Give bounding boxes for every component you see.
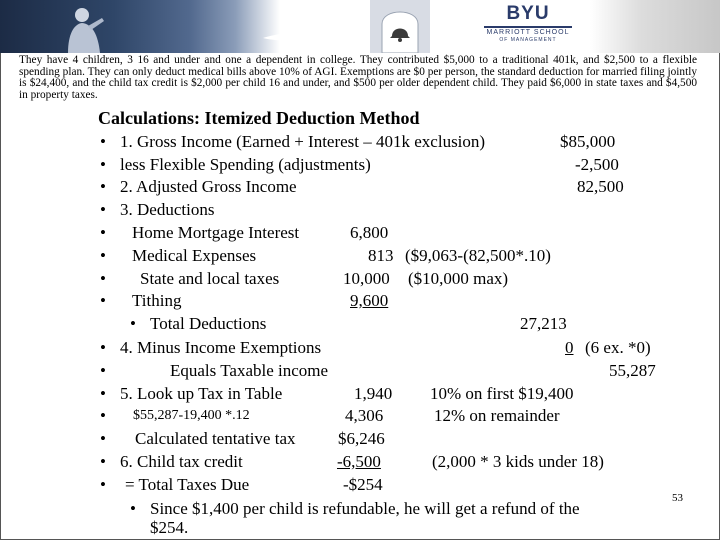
scenario-paragraph: They have 4 children, 3 16 and under and one a dependent in college. They contributed $5,000 to a traditional 401k, and $2,500 to a flexible spending plan. They can only deduct medical bills above 10% of AGI. Exemptions are $0 per person, the standard deduction for married filing jointly is $24,400, and the child tax credit is $2,000 per child 16 and under, and $500 per older dependent child. They paid $6,000 in state taxes and $4,500 in property taxes. — [19, 54, 697, 101]
line-label: 6. Child tax credit — [120, 452, 243, 471]
bullet: • — [100, 269, 106, 288]
line-note: ($10,000 max) — [408, 269, 509, 288]
line-value: 82,500 — [577, 177, 624, 196]
byu-logo — [478, 3, 578, 49]
line-label: Home Mortgage Interest — [132, 223, 300, 242]
line-label: less Flexible Spending (adjustments) — [120, 155, 371, 174]
line-label: 4. Minus Income Exemptions — [120, 338, 322, 357]
bullet: • — [100, 223, 106, 242]
line-label: Total Deductions — [150, 314, 267, 333]
refund-note-text: Since $1,400 per child is refundable, he will get a refund of the — [150, 499, 580, 518]
page-number: 53 — [672, 492, 683, 504]
line-label: Medical Expenses — [132, 246, 257, 265]
banner-texture — [590, 0, 720, 53]
bullet: • — [100, 361, 106, 380]
bullet: • — [100, 406, 106, 425]
line-note: (2,000 * 3 kids under 18) — [432, 452, 604, 471]
line-note: (6 ex. *0) — [585, 338, 651, 357]
bullet: • — [100, 132, 106, 151]
line-value: 813 — [368, 246, 394, 265]
bullet: • — [100, 291, 106, 310]
line-label: Calculated tentative tax — [135, 429, 296, 448]
bullet: • — [100, 155, 106, 174]
refund-note-text-cont: $254. — [150, 518, 189, 537]
logo-name: BYU — [506, 3, 550, 24]
bullet: • — [100, 200, 106, 219]
line-value: -$254 — [343, 475, 383, 494]
line-value: 1,940 — [354, 384, 393, 403]
line-label: 1. Gross Income (Earned + Interest – 401k exclusion) — [120, 132, 486, 151]
bullet: • — [100, 338, 106, 357]
bullet: • — [100, 475, 106, 494]
line-label: Equals Taxable income — [170, 361, 329, 380]
line-value: 6,800 — [350, 223, 389, 242]
line-value: 55,287 — [609, 361, 656, 380]
line-value: -2,500 — [575, 155, 619, 174]
bullet: • — [100, 384, 106, 403]
sub-bullet: • — [130, 499, 136, 518]
line-label: 2. Adjusted Gross Income — [120, 177, 297, 196]
line-value: 10,000 — [343, 269, 390, 288]
logo-subtitle-2: OF MANAGEMENT — [499, 37, 557, 43]
bullet: • — [100, 246, 106, 265]
line-note: ($9,063-(82,500*.10) — [405, 246, 551, 265]
header-banner — [0, 0, 720, 53]
line-value: $6,246 — [338, 429, 385, 448]
line-value: $85,000 — [560, 132, 616, 151]
bell-tower-icon — [370, 0, 430, 53]
slide-heading: Calculations: Itemized Deduction Method — [98, 108, 420, 128]
line-value: 9,600 — [350, 291, 389, 310]
line-label: Tithing — [132, 291, 182, 310]
line-label: $55,287-19,400 *.12 — [133, 408, 250, 423]
line-label: State and local taxes — [140, 269, 280, 288]
swoosh-icon — [258, 16, 348, 48]
line-label: 5. Look up Tax in Table — [120, 384, 283, 403]
line-label: = Total Taxes Due — [125, 475, 250, 494]
bullet: • — [100, 452, 106, 471]
line-note: 10% on first $19,400 — [430, 384, 574, 403]
line-label: 3. Deductions — [120, 200, 215, 219]
bullet: • — [100, 429, 106, 448]
line-value: 4,306 — [345, 406, 384, 425]
line-note: 12% on remainder — [434, 406, 560, 425]
line-value: 27,213 — [520, 314, 567, 333]
bullet: • — [100, 177, 106, 196]
logo-subtitle: MARRIOTT SCHOOL — [486, 29, 570, 36]
sub-bullet: • — [130, 314, 136, 333]
logo-rule — [484, 26, 572, 28]
line-value: 0 — [565, 338, 574, 357]
line-value: -6,500 — [337, 452, 381, 471]
statue-icon — [58, 4, 110, 53]
